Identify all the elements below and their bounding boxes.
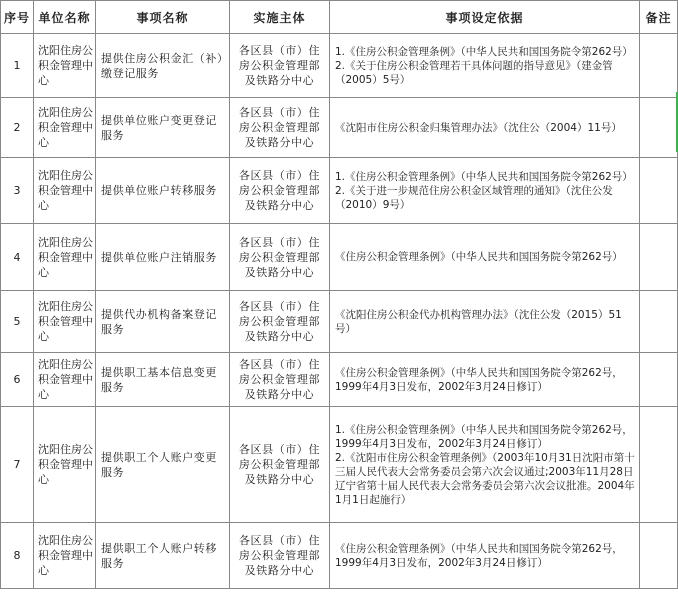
cell-implementer: 各区县（市）住房公积金管理部及铁路分中心	[230, 34, 330, 98]
header-implementer: 实施主体	[230, 1, 330, 34]
cell-note	[640, 34, 678, 98]
cell-seq: 3	[1, 158, 34, 224]
cell-unit: 沈阳住房公积金管理中心	[34, 158, 96, 224]
basis-line: 2.《关于住房公积金管理若干具体问题的指导意见》（建金管（2005）5号）	[335, 59, 613, 86]
cell-basis	[330, 224, 640, 291]
cell-item: 提供单位账户注销服务	[96, 224, 230, 291]
table-row	[1, 158, 678, 224]
cell-item: 提供代办机构备案登记服务	[96, 291, 230, 353]
basis-line: 2.《关于进一步规范住房公积金区域管理的通知》（沈住公发（2010）9号）	[335, 184, 613, 211]
header-row	[1, 1, 678, 34]
cell-unit: 沈阳住房公积金管理中心	[34, 291, 96, 353]
cell-seq: 4	[1, 224, 34, 291]
cell-unit: 沈阳住房公积金管理中心	[34, 523, 96, 589]
cell-seq: 6	[1, 353, 34, 407]
cell-note	[640, 523, 678, 589]
table-row	[1, 407, 678, 523]
cell-implementer: 各区县（市）住房公积金管理部及铁路分中心	[230, 291, 330, 353]
cell-unit: 沈阳住房公积金管理中心	[34, 98, 96, 158]
basis-line: 《沈阳市住房公积金归集管理办法》（沈住公（2004）11号）	[335, 121, 622, 134]
basis-line: 《沈阳住房公积金代办机构管理办法》（沈住公发（2015）51号）	[335, 308, 622, 335]
cell-unit: 沈阳住房公积金管理中心	[34, 34, 96, 98]
header-item: 事项名称	[96, 1, 230, 34]
basis-line: 2.《沈阳市住房公积金管理条例》（2003年10月31日沈阳市第十三届人民代表大会常务委员会第六次会议通过;2003年11月28日辽宁省第十届人民代表大会常务委员会第六次会议批准。2004年1月1日起施行）	[335, 451, 635, 506]
cell-basis	[330, 291, 640, 353]
cell-basis	[330, 34, 640, 98]
table-row	[1, 224, 678, 291]
cell-note	[640, 224, 678, 291]
cell-basis	[330, 407, 640, 523]
cell-seq: 1	[1, 34, 34, 98]
cell-unit: 沈阳住房公积金管理中心	[34, 224, 96, 291]
cell-item: 提供单位账户变更登记服务	[96, 98, 230, 158]
cell-note	[640, 291, 678, 353]
cell-seq: 8	[1, 523, 34, 589]
cell-seq: 5	[1, 291, 34, 353]
cell-basis	[330, 353, 640, 407]
cell-item: 提供职工基本信息变更服务	[96, 353, 230, 407]
cell-item: 提供职工个人账户变更服务	[96, 407, 230, 523]
cell-item: 提供职工个人账户转移服务	[96, 523, 230, 589]
cell-note	[640, 158, 678, 224]
cell-note	[640, 407, 678, 523]
table-row	[1, 291, 678, 353]
table-row	[1, 98, 678, 158]
table-row	[1, 353, 678, 407]
cell-unit: 沈阳住房公积金管理中心	[34, 407, 96, 523]
cell-unit: 沈阳住房公积金管理中心	[34, 353, 96, 407]
cell-implementer: 各区县（市）住房公积金管理部及铁路分中心	[230, 158, 330, 224]
cell-item: 提供住房公积金汇（补）缴登记服务	[96, 34, 230, 98]
cell-implementer: 各区县（市）住房公积金管理部及铁路分中心	[230, 523, 330, 589]
basis-line: 《住房公积金管理条例》（中华人民共和国国务院令第262号，1999年4月3日发布，2002年3月24日修订）	[335, 366, 623, 393]
cell-basis	[330, 98, 640, 158]
table-row	[1, 523, 678, 589]
basis-line: 《住房公积金管理条例》（中华人民共和国国务院令第262号）	[335, 251, 623, 263]
header-basis: 事项设定依据	[330, 1, 640, 34]
basis-line: 《住房公积金管理条例》（中华人民共和国国务院令第262号，1999年4月3日发布，2002年3月24日修订）	[335, 542, 623, 569]
basis-line: 1.《住房公积金管理条例》（中华人民共和国国务院令第262号）	[335, 45, 633, 58]
header-unit: 单位名称	[34, 1, 96, 34]
cell-seq: 7	[1, 407, 34, 523]
header-note: 备注	[640, 1, 678, 34]
cell-basis	[330, 523, 640, 589]
cell-implementer: 各区县（市）住房公积金管理部及铁路分中心	[230, 353, 330, 407]
header-seq: 序号	[1, 1, 34, 34]
cell-basis	[330, 158, 640, 224]
cell-item: 提供单位账户转移服务	[96, 158, 230, 224]
table-row	[1, 34, 678, 98]
cell-implementer: 各区县（市）住房公积金管理部及铁路分中心	[230, 224, 330, 291]
cell-implementer: 各区县（市）住房公积金管理部及铁路分中心	[230, 98, 330, 158]
cell-note	[640, 98, 678, 158]
basis-line: 1.《住房公积金管理条例》（中华人民共和国国务院令第262号，1999年4月3日发布，2002年3月24日修订）	[335, 423, 633, 450]
cell-implementer: 各区县（市）住房公积金管理部及铁路分中心	[230, 407, 330, 523]
cell-note	[640, 353, 678, 407]
cell-seq: 2	[1, 98, 34, 158]
basis-line: 1.《住房公积金管理条例》（中华人民共和国国务院令第262号）	[335, 170, 633, 183]
